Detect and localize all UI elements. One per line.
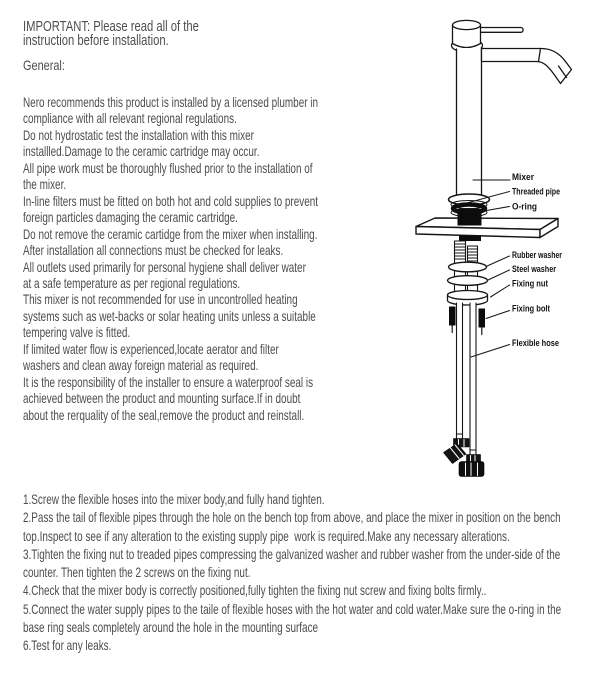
instruction-line: Do not remove the ceramic cartidge from the mixer when installing.: [23, 225, 318, 242]
general-heading: General:: [23, 57, 65, 73]
instruction-line: compliance with all relevant regional regulations.: [23, 110, 237, 127]
label-mixer: Mixer: [512, 172, 535, 182]
label-flexible-hose: Flexible hose: [512, 338, 560, 348]
threaded-pipe-through-bench: [458, 209, 482, 241]
instruction-line: Nero recommends this product is installed by a licensed plumber in: [23, 94, 319, 110]
fixing-nut: [448, 291, 488, 306]
instruction-line: achieved between the product and mounting surface.If in doubt: [23, 390, 301, 407]
instruction-line: In-line filters must be fitted on both hot and cold supplies to prevent: [23, 192, 319, 209]
instruction-line: washers and clean away foreign material as required.: [23, 357, 259, 374]
label-fixing-bolt: Fixing bolt: [512, 303, 551, 314]
step-line: counter. Then tighten the 2 screws on the fixing nut.: [23, 564, 251, 581]
step-line: 2.Pass the tail of flexible pipes through the hole on the bench top from above, and place the mixer in position on the bench: [23, 509, 561, 526]
rubber-washer: [449, 262, 487, 272]
step-line: 4.Check that the mixer body is correctly positioned,fully tighten the fixing nut screw and fixing bolts firmly..: [23, 582, 487, 599]
instruction-line: Do not hydrostatic test the installation with this mixer: [23, 126, 254, 143]
fixing-bolt-right: [479, 309, 486, 335]
instruction-line: foreign particles damaging the ceramic cartridge.: [23, 209, 238, 226]
mixer-handle: [452, 20, 483, 52]
hose-fitting-left: [444, 439, 470, 464]
label-o-ring: O-ring: [512, 201, 537, 212]
diagram-labels: [512, 172, 562, 348]
instruction-line: systems such as wet-backs or solar heating units unless a suitable: [23, 307, 316, 324]
instruction-line: It is the responsibility of the installer to ensure a waterproof seal is: [23, 373, 314, 390]
step-line: 1.Screw the flexible hoses into the mixer body,and fully hand tighten.: [23, 491, 325, 507]
instruction-line: If limited water flow is experienced,locate aerator and filter: [23, 340, 279, 357]
step-line: top.Inspect to see if any alteration to the existing supply pipe work is required.Make any necessary alterations.: [23, 527, 510, 544]
instruction-line: at a safe temperature as per regional regulations.: [23, 274, 241, 291]
instruction-line: the mixer.: [23, 176, 67, 193]
instruction-line: This mixer is not recommended for use in uncontrolled heating: [23, 291, 298, 308]
instruction-line: After installation all connections must be checked for leaks.: [23, 242, 284, 259]
step-line: 5.Connect the water supply pipes to the taile of flexible hoses with the hot water and cold water.Make sure the o-ring in the: [23, 600, 562, 617]
instruction-line: All pipe work must be thoroughly flushed prior to the installation of: [23, 159, 313, 176]
instruction-line: All outlets used primarily for personal hygiene shall deliver water: [23, 258, 306, 275]
label-rubber-washer: Rubber washer: [512, 250, 563, 260]
fixing-bolt-left: [449, 307, 456, 333]
label-fixing-nut: Fixing nut: [512, 278, 549, 289]
flexible-hoses: [457, 303, 477, 456]
mixer-lever: [478, 28, 523, 33]
label-steel-washer: Steel washer: [512, 264, 557, 274]
instruction-line: about the rerquality of the seal,remove the product and reinstall.: [23, 406, 305, 423]
mixer-spout: [482, 49, 572, 84]
step-line: 6.Test for any leaks.: [23, 637, 112, 654]
steel-washer: [448, 276, 488, 286]
hose-fitting-right: [459, 455, 484, 477]
step-line: 3.Tighten the fixing nut to treaded pipes compressing the galvanized washer and rubber washer from the under-side of the: [23, 545, 561, 562]
instruction-line: tempering valve is fitted.: [23, 324, 131, 341]
bench-top: [416, 218, 558, 238]
important-notice-line: instruction before installation.: [23, 31, 169, 49]
mixer-body: [457, 48, 482, 196]
important-notice-line: IMPORTANT: Please read all of the: [23, 18, 199, 35]
label-threaded-pipe: Threaded pipe: [512, 186, 561, 197]
instruction-line: installled.Damage to the ceramic cartridge may occur.: [23, 143, 260, 160]
step-line: base ring seals completely around the hole in the mounting surface: [23, 619, 319, 636]
